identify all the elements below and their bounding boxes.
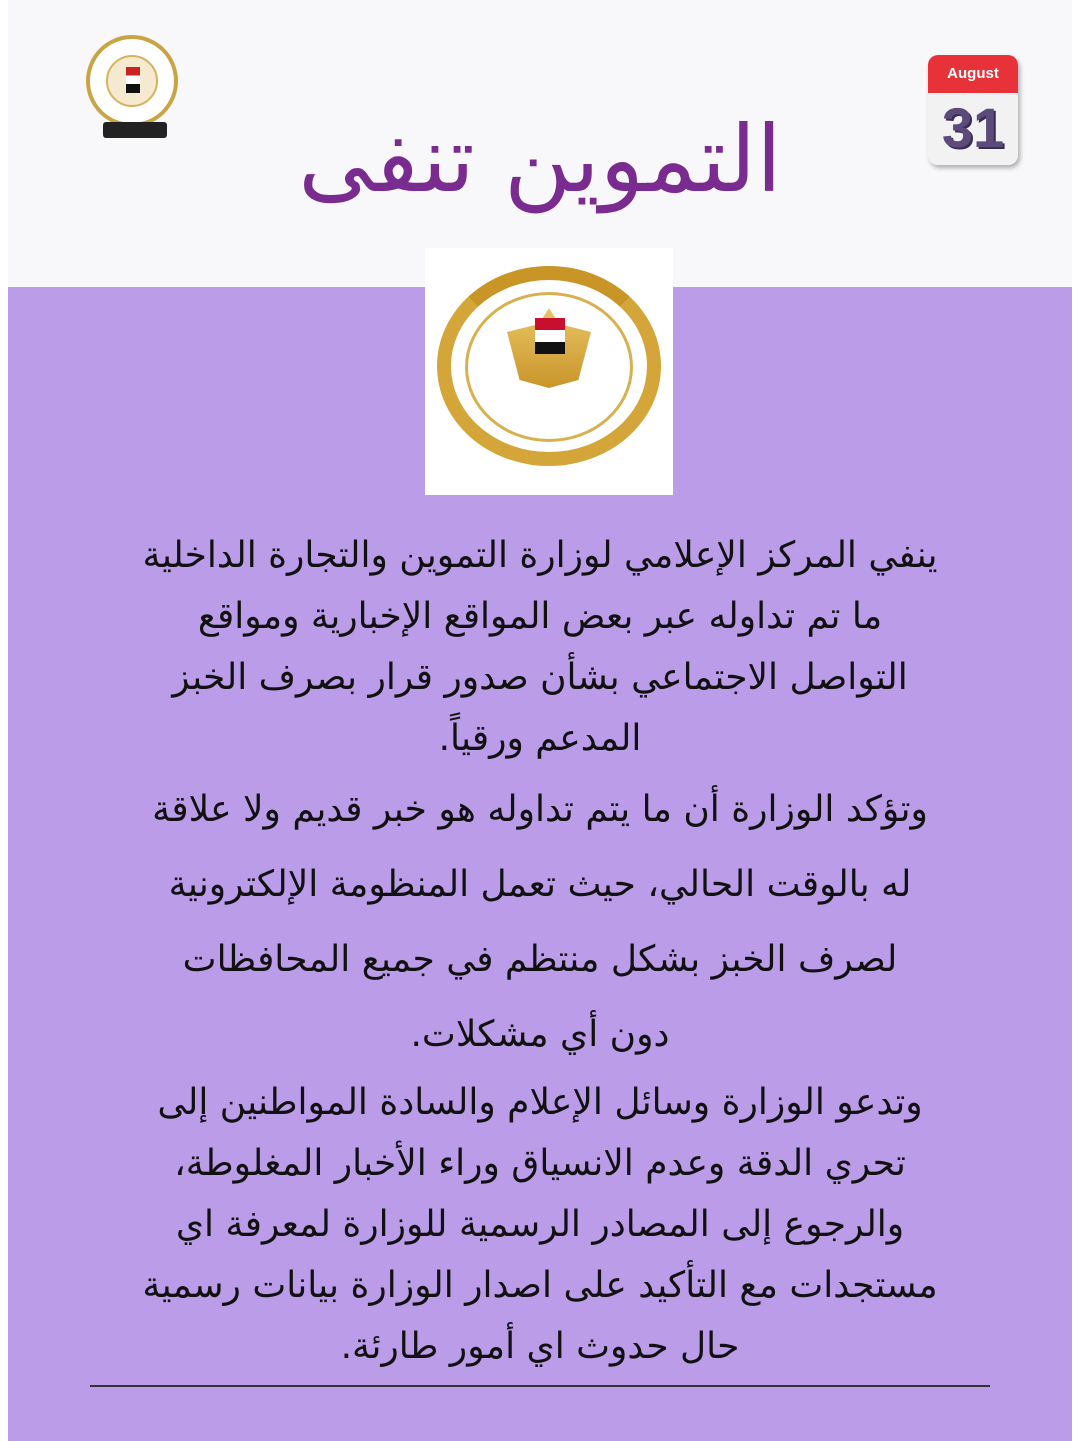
text-line: حال حدوث اي أمور طارئة. — [340, 1326, 740, 1367]
calendar-month: August — [947, 65, 999, 82]
text-line: ما تم تداوله عبر بعض المواقع الإخبارية ومواقع — [197, 596, 883, 637]
article-body — [68, 525, 1012, 1377]
text-line: مستجدات مع التأكيد على اصدار الوزارة بيانات رسمية — [142, 1265, 938, 1306]
text-line: والرجوع إلى المصادر الرسمية للوزارة لمعرفة اي — [175, 1204, 905, 1245]
text-line: دون أي مشكلات. — [410, 1014, 670, 1055]
text-line: لصرف الخبز بشكل منتظم في جميع المحافظات — [182, 939, 898, 980]
ministry-emblem-logo — [425, 248, 673, 495]
text-line: تحري الدقة وعدم الانسياق وراء الأخبار المغلوطة، — [174, 1143, 906, 1184]
text-line: له بالوقت الحالي، حيث تعمل المنظومة الإلكترونية — [168, 864, 912, 905]
text-line: ينفي المركز الإعلامي لوزارة التموين والتجارة الداخلية — [142, 535, 938, 576]
paragraph-2 — [68, 772, 1012, 1072]
paragraph-3 — [68, 1072, 1012, 1377]
header — [8, 0, 1072, 287]
page-title: التموين تنفى — [298, 106, 782, 213]
text-line: وتدعو الوزارة وسائل الإعلام والسادة المواطنين إلى — [157, 1082, 923, 1123]
calendar-day: 31 — [941, 96, 1005, 159]
text-line: التواصل الاجتماعي بشأن صدور قرار بصرف الخبز — [172, 657, 908, 698]
divider — [90, 1385, 990, 1387]
text-line: المدعم ورقياً. — [438, 718, 642, 759]
paragraph-1 — [68, 525, 1012, 769]
text-line: وتؤكد الوزارة أن ما يتم تداوله هو خبر قديم ولا علاقة — [152, 789, 928, 830]
news-card — [8, 0, 1072, 1441]
